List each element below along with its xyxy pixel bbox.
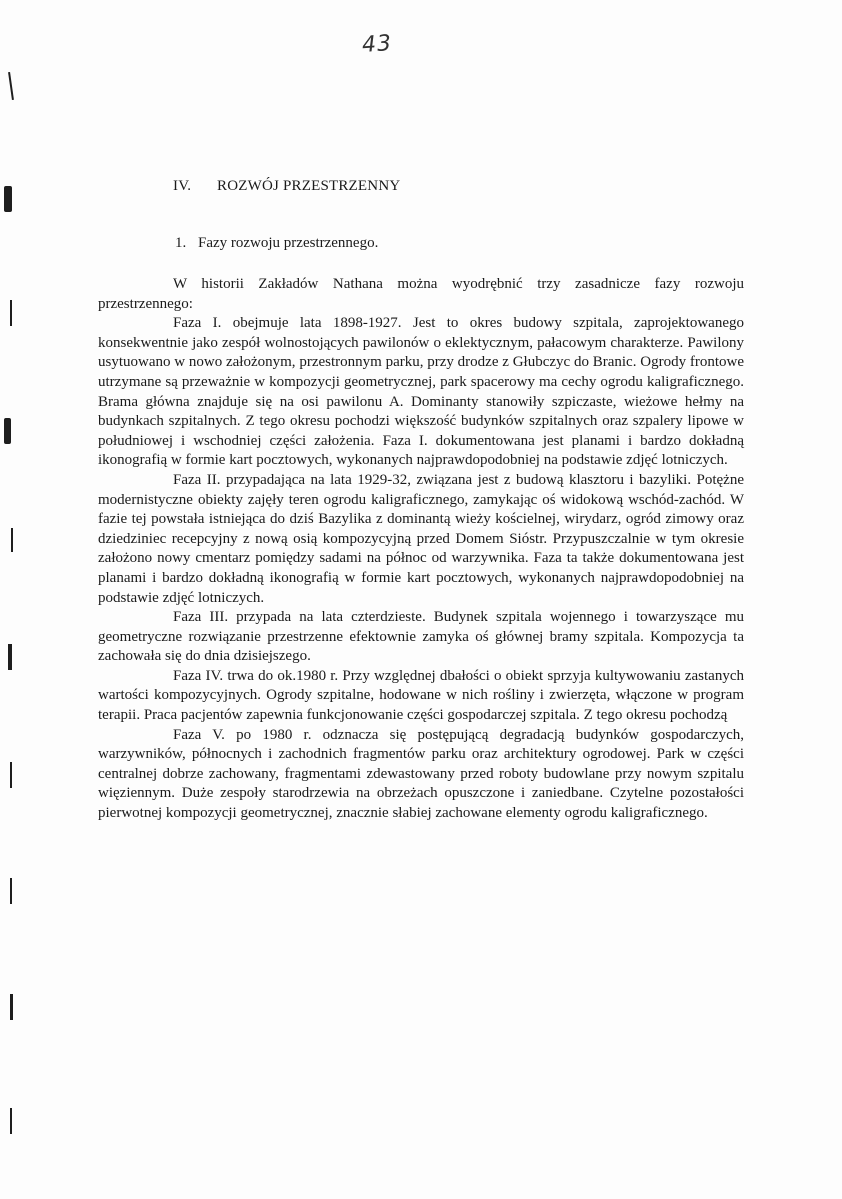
binding-mark xyxy=(10,994,13,1020)
section-number: IV. xyxy=(173,178,192,194)
binding-mark xyxy=(4,418,11,444)
binding-mark xyxy=(8,644,12,670)
paragraph-phase-1: Faza I. obejmuje lata 1898-1927. Jest to okres budowy szpitala, zaprojektowanego konsekwentnie jako zespół wolnostojących pawilonów o eklektycznym, pałacowym charakterze. Pawilony usytuowano w nowo założonym, przestronnym parku, przy drodze z Głubczyc do Branic. Ogrody frontowe utrzymane są przeważnie w kompozycji geometrycznej, park spacerowy ma cechy ogrodu kaligraficznego. Brama główna znajduje się na osi pawilonu A. Dominanty stanowiły szpiczaste, wieżowe hełmy na budynkach szpitalnych. Z tego okresu pochodzi większość budynków szpitalnych oraz szpalery lipowe w południowej i wschodniej części założenia. Faza I. dokumentowana jest planami i bardzo dokładną ikonografią w formie kart pocztowych, wykonanych najprawdopodobniej na podstawie zdjęć lotniczych. xyxy=(98,315,744,469)
paragraph-phase-3: Faza III. przypada na lata czterdzieste. Budynek szpitala wojennego i towarzyszące mu geometryczne rozwiązanie przestrzenne efektownie zamyka oś głównej bramy szpitala. Kompozycja ta zachowała się do dnia dzisiejszego. xyxy=(98,609,744,665)
binding-hole-marks xyxy=(0,0,40,1199)
binding-mark xyxy=(11,528,13,552)
binding-mark xyxy=(10,1108,12,1134)
binding-mark xyxy=(10,878,12,904)
body-text xyxy=(98,275,744,824)
binding-mark xyxy=(8,72,14,100)
section-title: ROZWÓJ PRZESTRZENNY xyxy=(217,178,401,194)
paragraph-phase-5: Faza V. po 1980 r. odznacza się postępującą degradacją budynków gospodarczych, warzywników, północnych i zachodnich fragmentów parku oraz architektury ogrodowej. Park w części centralnej dobrze zachowany, fragmentami zdewastowany przed roboty budowlane przy nowym szpitalu więziennym. Duże zespoły starodrzewia na obrzeżach opuszczone i zaniedbane. Czytelne pozostałości pierwotnej kompozycji geometrycznej, znacznie słabiej zachowane elementy ogrodu kaligraficznego. xyxy=(98,726,744,822)
binding-mark xyxy=(10,762,12,788)
section-heading xyxy=(173,178,400,195)
paragraph-phase-4: Faza IV. trwa do ok.1980 r. Przy względnej dbałości o obiekt sprzyja kultywowaniu zastanych wartości kompozycyjnych. Ogrody szpitalne, hodowane w nich rośliny i zwierzęta, włączone w program terapii. Praca pacjentów zapewnia funkcjonowanie części gospodarczej szpitala. Z tego okresu pochodzą xyxy=(98,667,744,724)
subsection-title: Fazy rozwoju przestrzennego. xyxy=(198,235,379,251)
binding-mark xyxy=(10,300,12,326)
subsection-heading xyxy=(175,235,378,252)
page-number: 43 xyxy=(361,30,393,59)
paragraph-intro: W historii Zakładów Nathana można wyodrębnić trzy zasadnicze fazy rozwoju przestrzennego: xyxy=(98,276,744,312)
paragraph-phase-2: Faza II. przypadająca na lata 1929-32, związana jest z budową klasztoru i bazyliki. Potężne modernistyczne obiekty zajęły teren ogrodu kaligraficznego, zamykając oś widokową wschód-zachód. W fazie tej powstała istniejąca do dziś Bazylika z dominantą wieży kościelnej, wirydarz, ogród zimowy oraz dziedziniec recepcyjny z nową osią kompozycyjną przed Domem Sióstr. Przypuszczalnie w tym okresie założono nowy cmentarz pomiędzy sadami na północ od warzywnika. Faza ta także dokumentowana jest planami i bardzo dokładną ikonografią w formie kart pocztowych, wykonanych najprawdopodobniej na podstawie zdjęć lotniczych. xyxy=(98,471,744,606)
binding-mark xyxy=(4,186,12,212)
subsection-number: 1. xyxy=(175,235,187,251)
